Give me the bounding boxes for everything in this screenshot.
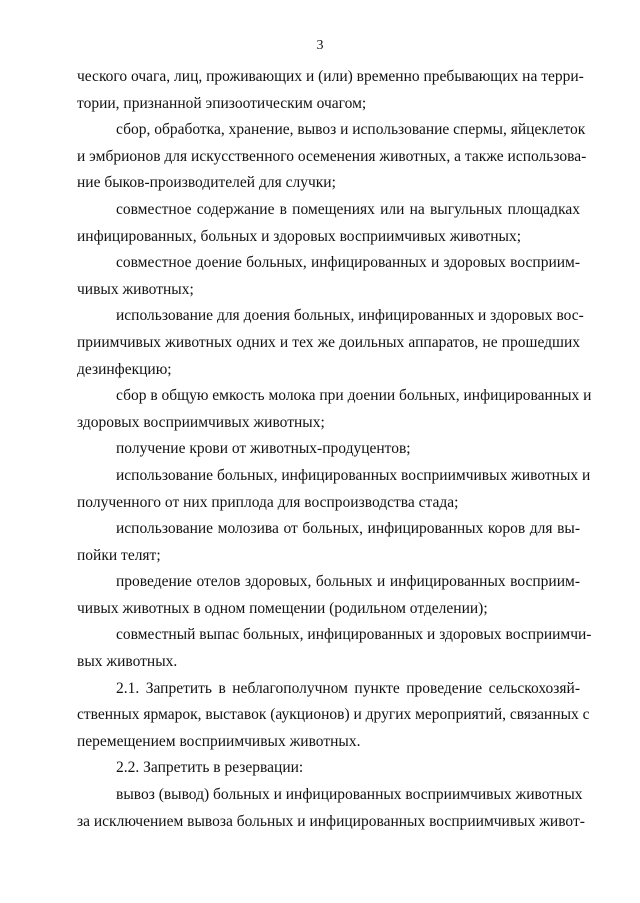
paragraph <box>77 436 580 463</box>
paragraph <box>77 383 592 436</box>
paragraph <box>77 250 580 303</box>
page-number: 3 <box>316 38 324 53</box>
text-line: за исключением вывоза больных и инфицированных восприимчивых живот- <box>77 812 585 830</box>
text-line: 2.1. Запретить в неблагополучном пункте проведение сельскохозяй- <box>116 679 580 697</box>
text-line: использование для доения больных, инфицированных и здоровых вос- <box>116 307 584 325</box>
text-line: использование больных, инфицированных восприимчивых животных и <box>116 466 591 484</box>
paragraph <box>77 303 584 383</box>
text-line: вывоз (вывод) больных и инфицированных восприимчивых животных <box>116 786 583 804</box>
text-line: чивых животных; <box>77 280 194 298</box>
paragraph <box>77 516 580 569</box>
text-line: ние быков-производителей для случки; <box>77 174 336 192</box>
text-line: приимчивых животных одних и тех же доильных аппаратов, не прошедших <box>77 333 580 351</box>
text-line: чивых животных в одном помещении (родильном отделении); <box>77 599 488 617</box>
paragraph <box>77 676 590 756</box>
text-line: ственных ярмарок, выставок (аукционов) и других мероприятий, связанных с <box>77 706 590 724</box>
paragraph <box>77 755 580 782</box>
text-line: совместное доение больных, инфицированных и здоровых восприим- <box>116 254 580 272</box>
text-line: ческого очага, лиц, проживающих и (или) временно пребывающих на терри- <box>77 68 584 85</box>
paragraph <box>77 117 587 197</box>
paragraph <box>77 197 580 250</box>
paragraph <box>77 463 591 516</box>
text-line: сбор, обработка, хранение, вывоз и использование спермы, яйцеклеток <box>116 121 586 139</box>
text-line: 2.2. Запретить в резервации: <box>116 759 304 777</box>
text-line: и эмбрионов для искусственного осеменения животных, а также использова- <box>77 147 587 165</box>
text-line: полученного от них приплода для воспроизводства стада; <box>77 493 459 511</box>
paragraph <box>77 569 580 622</box>
paragraph <box>77 64 584 117</box>
document-body <box>77 64 592 835</box>
text-line: проведение отелов здоровых, больных и инфицированных восприим- <box>116 573 580 591</box>
text-line: здоровых восприимчивых животных; <box>77 413 325 431</box>
text-line: совместное содержание в помещениях или на выгульных площадках <box>116 200 580 218</box>
text-line: использование молозива от больных, инфицированных коров для вы- <box>116 520 580 538</box>
text-line: сбор в общую емкость молока при доении больных, инфицированных и <box>116 387 592 405</box>
text-line: тории, признанной эпизоотическим очагом; <box>77 94 367 112</box>
text-line: инфицированных, больных и здоровых восприимчивых животных; <box>77 227 522 245</box>
paragraph <box>77 782 585 835</box>
text-line: пойки телят; <box>77 546 161 564</box>
text-line: дезинфекцию; <box>77 360 172 378</box>
paragraph <box>77 622 592 675</box>
text-line: совместный выпас больных, инфицированных и здоровых восприимчи- <box>116 626 592 644</box>
text-line: вых животных. <box>77 653 178 671</box>
text-line: получение крови от животных-продуцентов; <box>116 440 411 458</box>
text-line: перемещением восприимчивых животных. <box>77 732 361 750</box>
